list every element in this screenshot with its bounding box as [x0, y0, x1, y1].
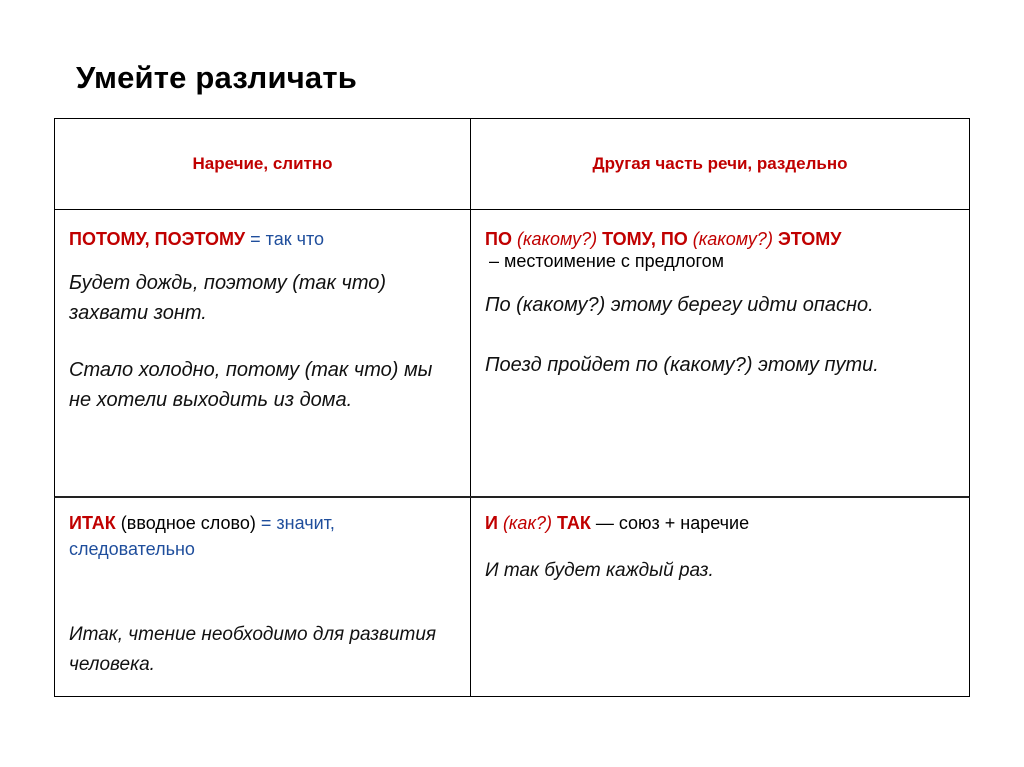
page-title: Умейте различать — [76, 60, 357, 95]
rule-words: ПОТОМУ, ПОЭТОМУ — [69, 229, 246, 249]
rule-line: ПО (какому?) ТОМУ, ПО (какому?) ЭТОМУ — [485, 229, 842, 249]
header-other-part — [471, 119, 969, 209]
rule-line — [69, 228, 456, 250]
table-row-itak — [54, 498, 970, 697]
example-2: Поезд пройдет по (какому?) этому пути. — [485, 354, 879, 376]
example-1: И так будет каждый раз. — [485, 560, 714, 581]
rule-line: ИТАК (вводное слово) = значит, следовательно — [69, 513, 335, 559]
header-adverb — [55, 119, 471, 209]
header-adverb-label: Наречие, слитно — [192, 154, 333, 173]
example-1: Итак, чтение необходимо для развития человека. — [69, 624, 437, 675]
rule-description: – местоимение с предлогом — [489, 251, 725, 271]
rule-equivalent: = так что — [245, 229, 325, 249]
example-1: Будет дождь, поэтому (так что) захвати зонт. — [69, 272, 387, 324]
cell-i-tak-separate — [471, 498, 969, 696]
table-header-row — [54, 118, 970, 210]
cell-potomu-adverb — [55, 210, 471, 496]
header-other-part-label: Другая часть речи, раздельно — [592, 154, 848, 173]
cell-itak-adverb — [55, 498, 471, 696]
example-1: По (какому?) этому берегу идти опасно. — [485, 294, 874, 316]
rule-line: И (как?) ТАК — союз + наречие — [485, 513, 750, 533]
comparison-table — [54, 118, 970, 697]
cell-po-tomu-separate — [471, 210, 969, 496]
table-row-potomu — [54, 210, 970, 498]
example-2: Стало холодно, потому (так что) мы не хотели выходить из дома. — [69, 359, 433, 411]
